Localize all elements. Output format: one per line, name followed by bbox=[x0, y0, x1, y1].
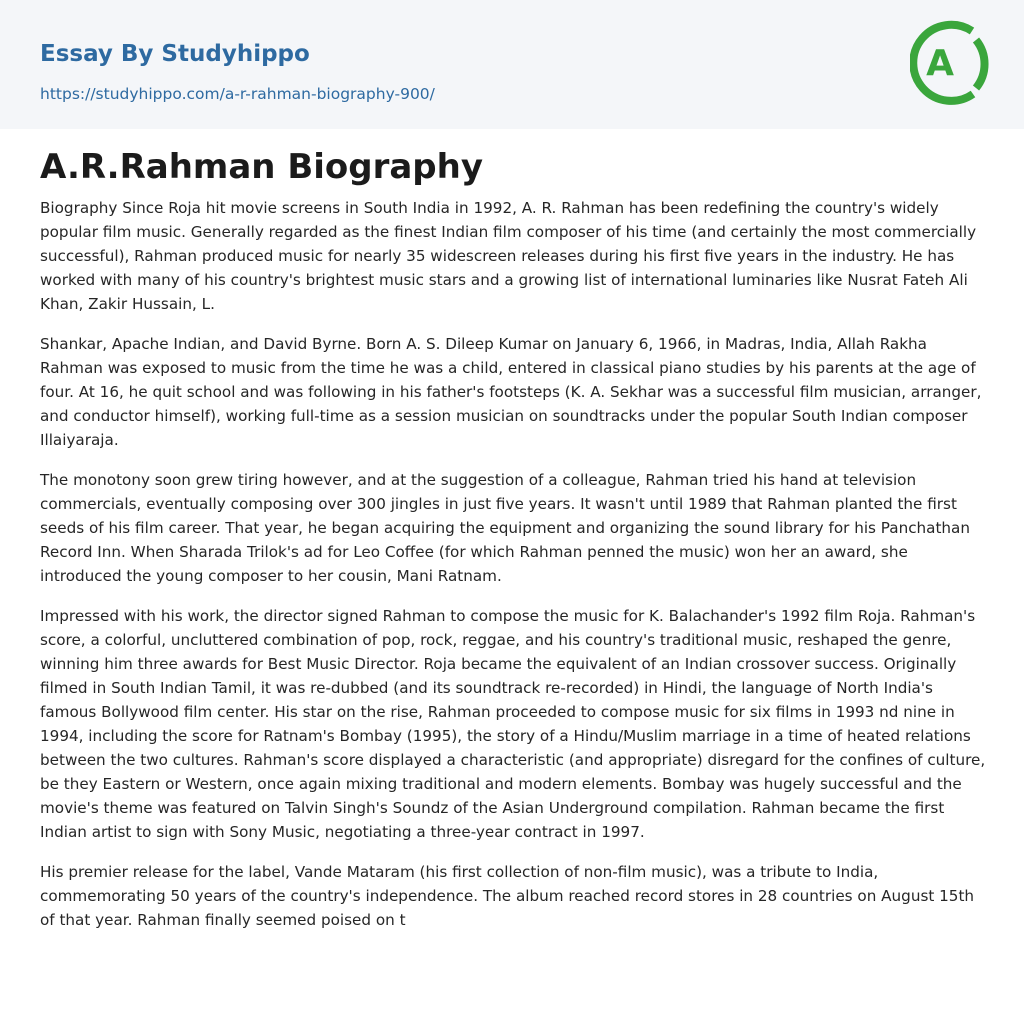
essay-url-link[interactable]: https://studyhippo.com/a-r-rahman-biography-900/ bbox=[40, 85, 435, 103]
article bbox=[40, 144, 990, 948]
logo-letter: A bbox=[926, 43, 954, 84]
article-paragraph: His premier release for the label, Vande Mataram (his first collection of non-film music), was a tribute to India, commemorating 50 years of the country's independence. The album reached record stores in 28 countries on August 15th of that year. Rahman finally seemed poised on t bbox=[40, 863, 975, 929]
article-paragraph: Impressed with his work, the director signed Rahman to compose the music for K. Balachander's 1992 film Roja. Rahman's score, a colorful, uncluttered combination of pop, rock, reggae, and his country's traditional music, reshaped the genre, winning him three awards for Best Music Director. Roja became the equivalent of an Indian crossover success. Originally filmed in South Indian Tamil, it was re-dubbed (and its soundtrack re-recorded) in Hindi, the language of North India's famous Bollywood film center. His star on the rise, Rahman proceeded to compose music for six films in 1993 nd nine in 1994, including the score for Ratnam's Bombay (1995), the story of a Hindu/Muslim marriage in a time of heated relations between the two cultures. Rahman's score displayed a characteristic (and appropriate) disregard for the confines of culture, be they Eastern or Western, once again mixing traditional and modern elements. Bombay was hugely successful and the movie's theme was featured on Talvin Singh's Soundz of the Asian Underground compilation. Rahman became the first Indian artist to sign with Sony Music, negotiating a three-year contract in 1997. bbox=[40, 607, 986, 841]
logo-ring-tail bbox=[976, 40, 985, 88]
article-paragraph: The monotony soon grew tiring however, and at the suggestion of a colleague, Rahman tried his hand at television commercials, eventually composing over 300 jingles in just five years. It wasn't until 1989 that Rahman planted the first seeds of his film career. That year, he began acquiring the equipment and organizing the sound library for his Panchathan Record Inn. When Sharada Trilok's ad for Leo Coffee (for which Rahman penned the music) won her an award, she introduced the young composer to her cousin, Mani Ratnam. bbox=[40, 471, 970, 585]
site-brand[interactable]: Essay By Studyhippo bbox=[40, 41, 310, 67]
article-title: A.R.Rahman Biography bbox=[40, 147, 484, 187]
article-paragraph: Biography Since Roja hit movie screens in South India in 1992, A. R. Rahman has been redefining the country's widely popular film music. Generally regarded as the finest Indian film composer of his time (and certainly the most commercially successful), Rahman produced music for nearly 35 widescreen releases during his first five years in the industry. He has worked with many of his country's brightest music stars and a growing list of international luminaries like Nusrat Fateh Ali Khan, Zakir Hussain, L. bbox=[40, 199, 977, 313]
site-header bbox=[0, 0, 1024, 129]
studyhippo-logo-icon[interactable] bbox=[910, 18, 990, 106]
article-paragraph: Shankar, Apache Indian, and David Byrne. Born A. S. Dileep Kumar on January 6, 1966, in Madras, India, Allah Rakha Rahman was exposed to music from the time he was a child, entered in classical piano studies by his parents at the age of four. At 16, he quit school and was following in his father's footsteps (K. A. Sekhar was a successful film musician, arranger, and conductor himself), working full-time as a session musician on soundtracks under the popular South Indian composer Illaiyaraja. bbox=[40, 335, 982, 449]
